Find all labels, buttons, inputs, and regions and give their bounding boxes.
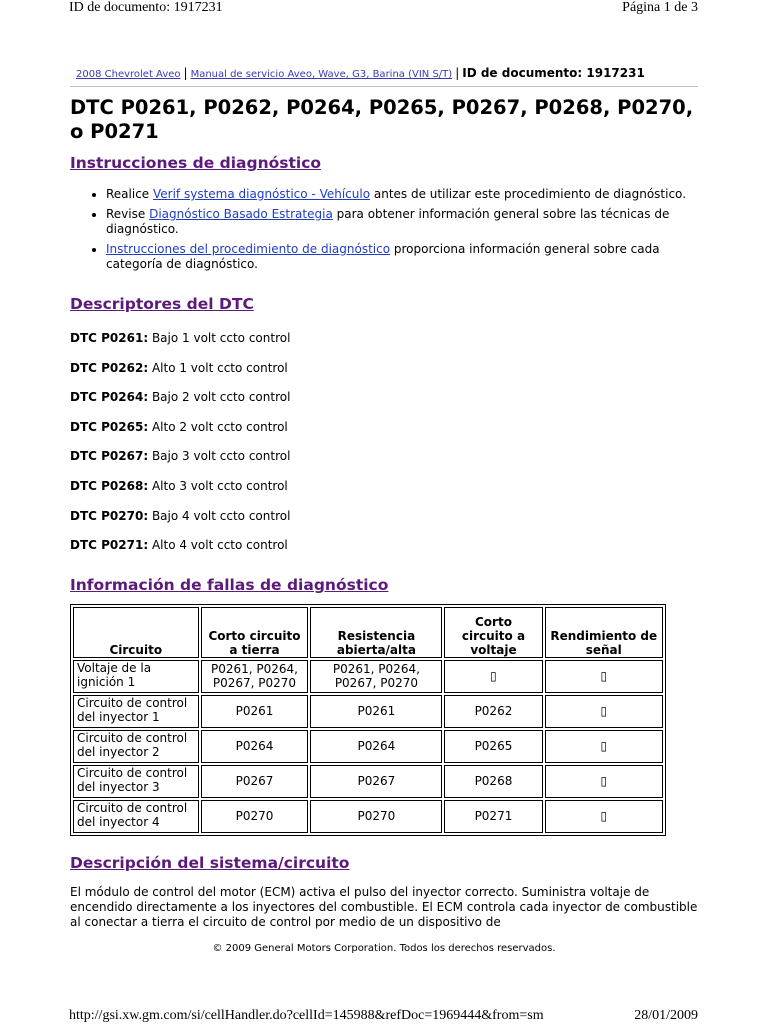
table-cell: Circuito de control del inyector 4	[73, 800, 199, 833]
descriptor-row	[70, 502, 698, 532]
breadcrumb	[70, 66, 698, 87]
table-row	[73, 765, 663, 798]
instructions-list	[70, 187, 698, 272]
table-cell: P0265	[444, 730, 542, 763]
table-cell: Circuito de control del inyector 3	[73, 765, 199, 798]
table-cell: P0268	[444, 765, 542, 798]
table-cell: P0261	[310, 695, 442, 728]
table-header-row	[73, 607, 663, 658]
print-footer	[0, 1008, 768, 1024]
page-title: DTC P0261, P0262, P0264, P0265, P0267, P0268, P0270, o P0271	[70, 96, 694, 143]
table-cell: Voltaje de la ignición 1	[73, 660, 199, 693]
section-heading-system-description: Descripción del sistema/circuito	[70, 853, 350, 872]
dtc-description: Bajo 1 volt ccto control	[148, 331, 291, 345]
column-header-circuit: Circuito	[73, 607, 199, 658]
link-diagnostico-estrategia[interactable]: Diagnóstico Basado Estrategia	[149, 207, 333, 221]
dtc-code: DTC P0271:	[70, 538, 149, 553]
dtc-description: Bajo 4 volt ccto control	[148, 508, 291, 523]
breadcrumb-link-vehicle[interactable]: 2008 Chevrolet Aveo	[76, 69, 181, 80]
list-item-text: proporciona información general sobre cada categoría de diagnóstico.	[106, 242, 660, 271]
system-description-text: El módulo de control del motor (ECM) activa el pulso del inyector correcto. Suministra voltaje de encendido directamente a los inyectores del combustible. El ECM controla cada inyector de combustible al conectar a tierra el circuito de control por medio de un dispositivo de	[70, 884, 698, 929]
table-cell: ▯	[545, 800, 663, 833]
table-cell: Circuito de control del inyector 1	[73, 695, 199, 728]
table-cell: P0270	[310, 800, 442, 833]
document-content	[70, 66, 698, 930]
table-row	[73, 730, 663, 763]
dtc-code: DTC P0265:	[70, 419, 149, 434]
table-cell: P0264	[201, 730, 309, 763]
descriptor-row	[70, 413, 698, 443]
breadcrumb-link-manual[interactable]: Manual de servicio Aveo, Wave, G3, Barina (VIN S/T)	[190, 69, 453, 80]
column-header-short-ground: Corto circuito a tierra	[201, 607, 309, 658]
dtc-code: DTC P0268:	[70, 478, 149, 493]
dtc-description: Bajo 2 volt ccto control	[148, 390, 291, 405]
list-item-text: Revise	[106, 207, 150, 221]
print-url: http://gsi.xw.gm.com/si/cellHandler.do?cellId=145988&refDoc=1969444&from=sm	[69, 1008, 544, 1023]
list-item	[106, 207, 698, 237]
dtc-code: DTC P0270:	[70, 508, 149, 523]
table-cell: ▯	[545, 695, 663, 728]
dtc-description: Alto 2 volt ccto control	[148, 419, 288, 434]
descriptor-row	[70, 472, 698, 502]
column-header-open-resistance: Resistencia abierta/alta	[310, 607, 442, 658]
list-item	[106, 187, 698, 202]
table-cell: P0261, P0264, P0267, P0270	[310, 660, 442, 693]
breadcrumb-separator: |	[183, 66, 188, 80]
section-heading-fault-info: Información de fallas de diagnóstico	[70, 575, 389, 594]
table-row	[73, 660, 663, 693]
fault-table	[70, 604, 666, 836]
descriptor-row	[70, 442, 698, 472]
table-cell: P0270	[201, 800, 309, 833]
print-doc-id: ID de documento: 1917231	[69, 0, 223, 15]
breadcrumb-doc-id: ID de documento: 1917231	[462, 66, 645, 80]
table-cell: ▯	[444, 660, 542, 693]
dtc-description: Bajo 3 volt ccto control	[148, 449, 291, 464]
table-cell: P0267	[201, 765, 309, 798]
section-heading-descriptors: Descriptores del DTC	[70, 295, 254, 313]
list-item-text: Realice	[106, 187, 153, 201]
dtc-code: DTC P0262:	[70, 360, 149, 375]
table-cell: P0267	[310, 765, 442, 798]
list-item-text: antes de utilizar este procedimiento de diagnóstico.	[370, 187, 687, 201]
dtc-code: DTC P0261:	[70, 331, 149, 345]
dtc-code: DTC P0267:	[70, 449, 149, 464]
table-cell: ▯	[545, 730, 663, 763]
table-cell: P0264	[310, 730, 442, 763]
descriptor-row	[70, 383, 698, 413]
table-row	[73, 695, 663, 728]
dtc-description: Alto 3 volt ccto control	[148, 478, 288, 493]
descriptor-row	[70, 354, 698, 384]
descriptor-row	[70, 531, 698, 561]
list-item	[106, 242, 698, 272]
dtc-description: Alto 4 volt ccto control	[148, 538, 288, 553]
dtc-description: Alto 1 volt ccto control	[148, 360, 288, 375]
table-cell: ▯	[545, 765, 663, 798]
copyright-notice: © 2009 General Motors Corporation. Todos los derechos reservados.	[212, 943, 556, 954]
table-cell: ▯	[545, 660, 663, 693]
table-row	[73, 800, 663, 833]
dtc-code: DTC P0264:	[70, 390, 149, 405]
descriptor-row	[70, 324, 698, 354]
column-header-signal-performance: Rendimiento de señal	[545, 607, 663, 658]
descriptor-list	[70, 324, 698, 561]
link-instrucciones-procedimiento[interactable]: Instrucciones del procedimiento de diagnóstico	[106, 242, 391, 256]
print-date: 28/01/2009	[634, 1008, 698, 1023]
table-cell: P0261	[201, 695, 309, 728]
link-verif-sistema[interactable]: Verif systema diagnóstico - Vehículo	[153, 187, 371, 201]
table-cell: Circuito de control del inyector 2	[73, 730, 199, 763]
column-header-short-voltage: Corto circuito a voltaje	[444, 607, 542, 658]
breadcrumb-separator: |	[455, 66, 460, 80]
list-item-text: para obtener información general sobre las técnicas de diagnóstico.	[106, 207, 670, 236]
section-heading-instructions: Instrucciones de diagnóstico	[70, 154, 322, 172]
table-cell: P0271	[444, 800, 542, 833]
table-cell: P0261, P0264, P0267, P0270	[201, 660, 309, 693]
print-page-number: Página 1 de 3	[622, 0, 698, 15]
table-cell: P0262	[444, 695, 542, 728]
